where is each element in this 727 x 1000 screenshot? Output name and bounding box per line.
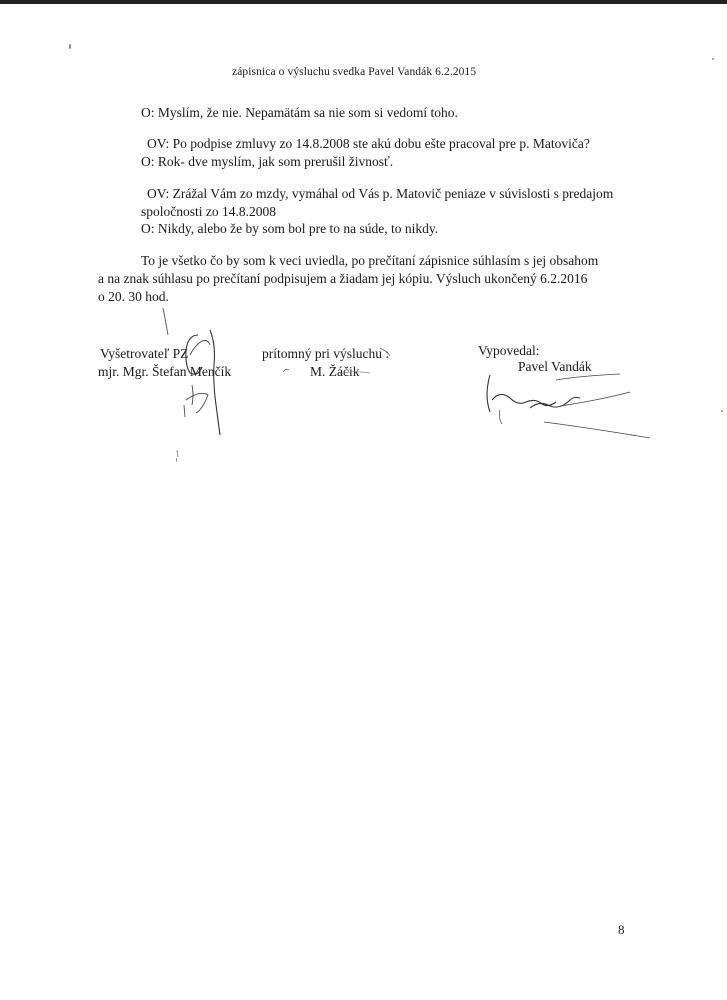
scan-speck bbox=[176, 458, 177, 462]
closing-line: o 20. 30 hod. bbox=[98, 289, 169, 304]
witness-signature-icon bbox=[470, 370, 670, 450]
question-line-continued: spoločnosti zo 14.8.2008 bbox=[141, 204, 276, 219]
question-line: OV: Zrážal Vám zo mzdy, vymáhal od Vás p. Matovič peniaze v súvislosti s predajom bbox=[147, 186, 614, 201]
scan-speck bbox=[721, 410, 723, 412]
answer-line: O: Nikdy, alebo že by som bol pre to na súde, to nikdy. bbox=[141, 221, 439, 236]
investigator-role: Vyšetrovateľ PZ bbox=[100, 346, 189, 361]
investigator-signature-icon bbox=[150, 305, 240, 465]
closing-line: To je všetko čo by som k veci uviedla, po prečítaní zápisnice súhlasím s jej obsahom bbox=[141, 253, 599, 268]
witness-name: Pavel Vandák bbox=[518, 359, 592, 374]
answer-line: O: Rok- dve myslím, jak som prerušil živnosť. bbox=[141, 154, 394, 169]
scan-speck bbox=[69, 44, 71, 49]
investigator-name: mjr. Mgr. Štefan Menčík bbox=[98, 364, 232, 379]
page-top-border bbox=[0, 0, 727, 4]
present-name: M. Žáčik bbox=[310, 364, 360, 379]
present-role: prítomný pri výsluchu : bbox=[262, 346, 390, 361]
answer-line: O: Myslím, že nie. Nepamätám sa nie som si vedomí toho. bbox=[141, 105, 458, 120]
present-signature-icon bbox=[280, 330, 400, 380]
scan-speck bbox=[712, 58, 714, 60]
witness-role: Vypovedal: bbox=[478, 343, 540, 358]
page-number: 8 bbox=[618, 922, 625, 937]
question-line: OV: Po podpise zmluvy zo 14.8.2008 ste akú dobu ešte pracoval pre p. Matoviča? bbox=[147, 136, 590, 151]
page-header-title: zápisnica o výsluchu svedka Pavel Vandák 6.2.2015 bbox=[232, 66, 477, 78]
closing-line: a na znak súhlasu po prečítaní podpisujem a žiadam jej kópiu. Výsluch ukončený 6.2.2016 bbox=[98, 271, 588, 286]
